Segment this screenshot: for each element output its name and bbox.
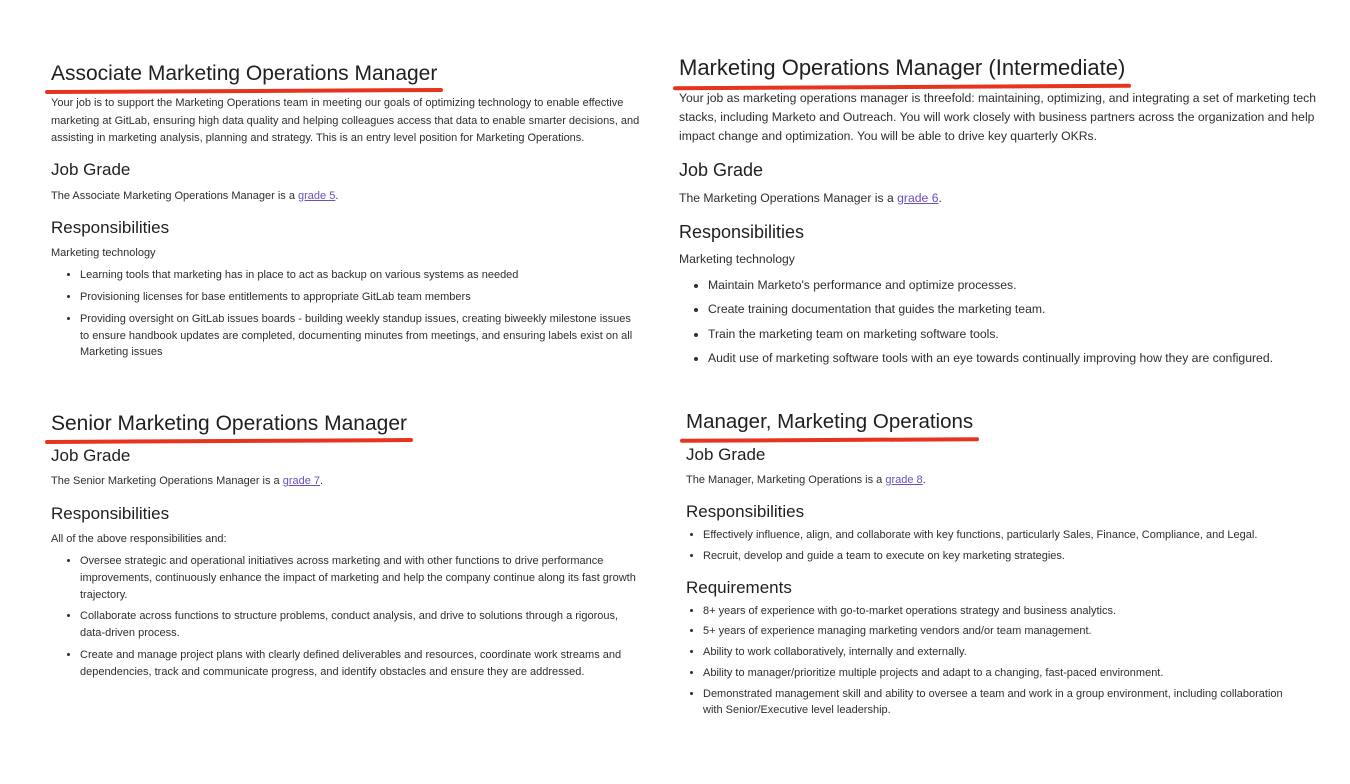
job-grade-text: [51, 473, 641, 490]
grade-suffix: .: [922, 473, 926, 486]
job-grade-text: [51, 188, 641, 205]
grade-suffix: .: [320, 475, 324, 488]
responsibilities-subheading: All of the above responsibilities and:: [51, 532, 227, 545]
list-item: • Create and manage project plans with clearly defined deliverables and resources, coordinate work streams and dependencies, track and communicate progress, and identify obstacles and ensure they are addressed.: [80, 647, 641, 680]
responsibilities-heading: Responsibilities: [51, 503, 170, 523]
list-item: • Effectively influence, align, and collaborate with key functions, particularly Sales, Finance, Compliance, and Legal.: [703, 527, 1286, 544]
job-grade-heading: Job Grade: [51, 446, 131, 466]
responsibilities-list: [51, 553, 641, 680]
list-item: • Demonstrated management skill and ability to oversee a team and work in a group environment, including collaboration with Senior/Executive level leadership.: [703, 686, 1286, 719]
role-section-intermediate: [679, 54, 1319, 368]
role-section-senior: [51, 410, 641, 680]
list-item: • Oversee strategic and operational initiatives across marketing and with other functions to drive performance improvements, continuously enhance the impact of marketing and help the company continue along its fast growth trajectory.: [80, 553, 641, 603]
role-title: Senior Marketing Operations Manager: [51, 410, 407, 437]
job-grade-text: [686, 472, 1286, 489]
grade-suffix: .: [938, 190, 942, 205]
grade-prefix: The Senior Marketing Operations Manager is a: [51, 475, 283, 488]
list-item: • 8+ years of experience with go-to-market operations strategy and business analytics.: [703, 603, 1286, 620]
job-grade-heading: Job Grade: [51, 160, 131, 180]
list-item: • Provisioning licenses for base entitlements to appropriate GitLab team members: [80, 289, 641, 306]
grade-prefix: The Manager, Marketing Operations is a: [686, 473, 886, 486]
list-item: • 5+ years of experience managing marketing vendors and/or team management.: [703, 623, 1286, 640]
responsibilities-heading: Responsibilities: [679, 222, 805, 243]
responsibilities-list: [679, 276, 1319, 368]
list-item: • Audit use of marketing software tools with an eye towards continually improving how they are configured.: [708, 349, 1319, 368]
requirements-heading: Requirements: [686, 577, 792, 597]
grade-suffix: .: [335, 189, 339, 202]
grade-link[interactable]: grade 5: [298, 189, 336, 202]
grade-prefix: The Associate Marketing Operations Manager is a: [51, 189, 299, 202]
responsibilities-subheading: Marketing technology: [679, 252, 795, 267]
role-section-associate: [51, 60, 641, 361]
grade-link[interactable]: grade 8: [885, 473, 923, 486]
list-item: • Providing oversight on GitLab issues boards - building weekly standup issues, creating biweekly milestone issues to ensure handbook updates are completed, documenting minutes from meetings, and ensuring labels exist on all Marketing issues: [80, 311, 641, 361]
list-item: • Create training documentation that guides the marketing team.: [708, 300, 1319, 319]
role-title: Associate Marketing Operations Manager: [51, 60, 437, 87]
responsibilities-heading: Responsibilities: [686, 502, 805, 522]
job-grade-heading: Job Grade: [679, 160, 764, 181]
list-item: • Learning tools that marketing has in place to act as backup on various systems as needed: [80, 267, 641, 284]
role-title: Marketing Operations Manager (Intermediate): [679, 54, 1125, 83]
requirements-list: [686, 603, 1286, 719]
grade-link[interactable]: grade 6: [897, 190, 939, 205]
responsibilities-subheading: Marketing technology: [51, 246, 156, 259]
job-grade-heading: Job Grade: [686, 444, 766, 464]
responsibilities-heading: Responsibilities: [51, 217, 170, 237]
list-item: • Recruit, develop and guide a team to execute on key marketing strategies.: [703, 548, 1286, 565]
grade-prefix: The Marketing Operations Manager is a: [679, 190, 898, 205]
grade-link[interactable]: grade 7: [282, 475, 321, 488]
responsibilities-list: [51, 267, 641, 361]
list-item: • Collaborate across functions to structure problems, conduct analysis, and drive to solutions through a rigorous, data-driven process.: [80, 608, 641, 641]
role-title: Manager, Marketing Operations: [686, 409, 973, 436]
job-grade-text: [679, 189, 1319, 208]
role-intro: Your job as marketing operations manager is threefold: maintaining, optimizing, and integrating a set of marketing tech stacks, including Marketo and Outreach. You will work closely with business partners across the organization and help impact change and optimization. You will be able to drive key quarterly OKRs.: [679, 90, 1317, 144]
role-section-manager: [686, 409, 1286, 719]
role-intro: Your job is to support the Marketing Operations team in meeting our goals of optimizing technology to enable effective marketing at GitLab, ensuring high data quality and helping colleagues access that data to enable smarter decisions, and assisting in marketing analysis, planning and strategy. This is an entry level position for Marketing Operations.: [51, 97, 640, 145]
list-item: • Ability to work collaboratively, internally and externally.: [703, 644, 1286, 661]
responsibilities-list: [686, 527, 1286, 564]
list-item: • Maintain Marketo's performance and optimize processes.: [708, 276, 1319, 295]
list-item: • Train the marketing team on marketing software tools.: [708, 325, 1319, 344]
list-item: • Ability to manager/prioritize multiple projects and adapt to a changing, fast-paced environment.: [703, 665, 1286, 682]
